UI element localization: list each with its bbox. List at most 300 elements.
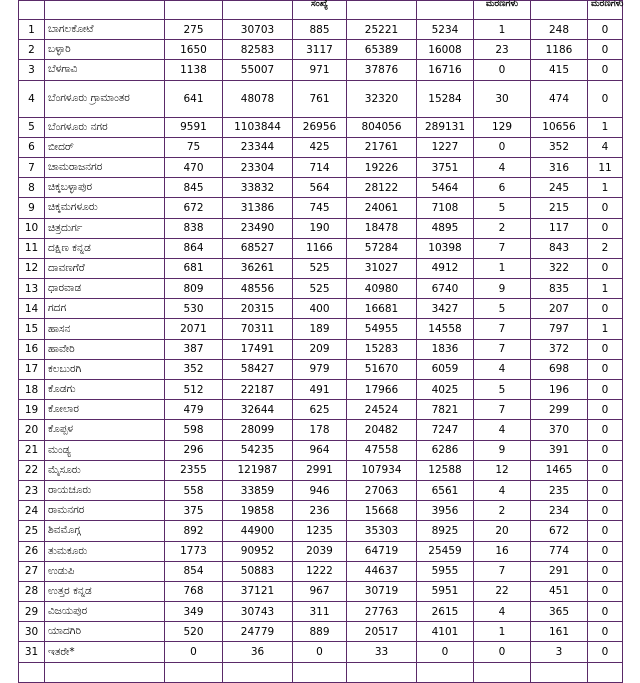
table-row xyxy=(19,238,623,258)
value-cell: 474 xyxy=(531,80,588,117)
value-cell xyxy=(347,662,417,682)
district-name-cell: ದಾವಣಗೆರೆ xyxy=(45,258,165,278)
value-cell: 54235 xyxy=(223,440,293,460)
value-cell: 316 xyxy=(531,157,588,177)
value-cell xyxy=(474,662,531,682)
value-cell: 1836 xyxy=(417,339,474,359)
value-cell: 809 xyxy=(165,279,223,299)
value-cell: 530 xyxy=(165,299,223,319)
value-cell: 4 xyxy=(474,359,531,379)
value-cell: 558 xyxy=(165,480,223,500)
value-cell: 425 xyxy=(293,137,347,157)
value-cell: 121987 xyxy=(223,460,293,480)
district-name-cell: ಕಲಬುರಗಿ xyxy=(45,359,165,379)
value-cell: 107934 xyxy=(347,460,417,480)
district-name-cell: ಉತ್ತರ ಕನ್ನಡ xyxy=(45,581,165,601)
district-name-cell: ರಾಯಚೂರು xyxy=(45,480,165,500)
value-cell: 835 xyxy=(531,279,588,299)
value-cell: 768 xyxy=(165,581,223,601)
district-name-cell: ಬಳ್ಳಾರಿ xyxy=(45,40,165,60)
value-cell: 352 xyxy=(531,137,588,157)
value-cell: 21761 xyxy=(347,137,417,157)
value-cell: 28122 xyxy=(347,178,417,198)
serial-number-cell: 21 xyxy=(19,440,45,460)
value-cell: 391 xyxy=(531,440,588,460)
value-cell: 33 xyxy=(347,642,417,662)
value-cell: 0 xyxy=(165,642,223,662)
value-cell: 0 xyxy=(588,541,623,561)
value-cell: 299 xyxy=(531,400,588,420)
serial-number-cell: 17 xyxy=(19,359,45,379)
value-cell: 190 xyxy=(293,218,347,238)
district-name-cell: ಕೋಲಾರ xyxy=(45,400,165,420)
value-cell: 7 xyxy=(474,319,531,339)
value-cell: 234 xyxy=(531,501,588,521)
header-cell xyxy=(223,1,293,20)
serial-number-cell: 24 xyxy=(19,501,45,521)
value-cell: 30 xyxy=(474,80,531,117)
district-name-cell: ಶಿವಮೊಗ್ಗ xyxy=(45,521,165,541)
value-cell: 971 xyxy=(293,60,347,80)
district-name-cell: ವಿಜಯಪುರ xyxy=(45,602,165,622)
value-cell: 1103844 xyxy=(223,117,293,137)
value-cell: 19226 xyxy=(347,157,417,177)
district-name-cell: ಧಾರವಾಡ xyxy=(45,279,165,299)
value-cell: 17966 xyxy=(347,380,417,400)
value-cell: 5951 xyxy=(417,581,474,601)
value-cell: 349 xyxy=(165,602,223,622)
table-row xyxy=(19,299,623,319)
value-cell: 70311 xyxy=(223,319,293,339)
header-cell xyxy=(19,1,45,20)
value-cell: 0 xyxy=(293,642,347,662)
header-cell: ಮರಣಗಳು xyxy=(474,1,531,20)
serial-number-cell: 30 xyxy=(19,622,45,642)
header-cell xyxy=(45,1,165,20)
value-cell: 1 xyxy=(474,258,531,278)
header-cell: ಮರಣಗಳು xyxy=(588,1,623,20)
value-cell: 207 xyxy=(531,299,588,319)
district-name-cell: ಬೀದರ್ xyxy=(45,137,165,157)
district-name-cell: ರಾಮನಗರ xyxy=(45,501,165,521)
value-cell: 7108 xyxy=(417,198,474,218)
value-cell: 215 xyxy=(531,198,588,218)
value-cell: 979 xyxy=(293,359,347,379)
value-cell: 17491 xyxy=(223,339,293,359)
district-name-cell: ಚಾಮರಾಜನಗರ xyxy=(45,157,165,177)
value-cell: 18478 xyxy=(347,218,417,238)
value-cell: 48556 xyxy=(223,279,293,299)
value-cell: 672 xyxy=(165,198,223,218)
value-cell: 1650 xyxy=(165,40,223,60)
value-cell: 0 xyxy=(588,218,623,238)
serial-number-cell: 1 xyxy=(19,20,45,40)
district-name-cell: ಯಾದಗಿರಿ xyxy=(45,622,165,642)
value-cell: 27063 xyxy=(347,480,417,500)
serial-number-cell: 8 xyxy=(19,178,45,198)
value-cell: 854 xyxy=(165,561,223,581)
value-cell: 5464 xyxy=(417,178,474,198)
value-cell: 6 xyxy=(474,178,531,198)
value-cell xyxy=(223,662,293,682)
value-cell: 37121 xyxy=(223,581,293,601)
header-cell xyxy=(531,1,588,20)
value-cell: 20482 xyxy=(347,420,417,440)
value-cell: 129 xyxy=(474,117,531,137)
value-cell: 248 xyxy=(531,20,588,40)
value-cell: 964 xyxy=(293,440,347,460)
value-cell: 25459 xyxy=(417,541,474,561)
value-cell: 20517 xyxy=(347,622,417,642)
value-cell xyxy=(417,662,474,682)
value-cell: 3427 xyxy=(417,299,474,319)
value-cell: 16681 xyxy=(347,299,417,319)
value-cell: 698 xyxy=(531,359,588,379)
value-cell: 2071 xyxy=(165,319,223,339)
value-cell: 6286 xyxy=(417,440,474,460)
value-cell: 774 xyxy=(531,541,588,561)
value-cell: 54955 xyxy=(347,319,417,339)
table-row xyxy=(19,561,623,581)
table-row xyxy=(19,198,623,218)
value-cell: 24524 xyxy=(347,400,417,420)
value-cell: 804056 xyxy=(347,117,417,137)
value-cell: 797 xyxy=(531,319,588,339)
value-cell xyxy=(531,662,588,682)
value-cell: 32644 xyxy=(223,400,293,420)
value-cell: 19858 xyxy=(223,501,293,521)
value-cell: 58427 xyxy=(223,359,293,379)
value-cell: 26956 xyxy=(293,117,347,137)
value-cell: 16716 xyxy=(417,60,474,80)
value-cell: 322 xyxy=(531,258,588,278)
table-row xyxy=(19,218,623,238)
serial-number-cell: 18 xyxy=(19,380,45,400)
value-cell: 30719 xyxy=(347,581,417,601)
value-cell: 10656 xyxy=(531,117,588,137)
value-cell: 4912 xyxy=(417,258,474,278)
value-cell: 889 xyxy=(293,622,347,642)
district-name-cell: ಇತರೇ* xyxy=(45,642,165,662)
district-name-cell: ಚಿಕ್ಕಮಗಳೂರು xyxy=(45,198,165,218)
table-row xyxy=(19,60,623,80)
value-cell xyxy=(165,662,223,682)
value-cell: 7 xyxy=(474,561,531,581)
value-cell: 0 xyxy=(588,339,623,359)
value-cell: 14558 xyxy=(417,319,474,339)
serial-number-cell: 28 xyxy=(19,581,45,601)
value-cell: 5955 xyxy=(417,561,474,581)
value-cell: 24779 xyxy=(223,622,293,642)
header-cell xyxy=(347,1,417,20)
value-cell: 0 xyxy=(588,299,623,319)
value-cell: 512 xyxy=(165,380,223,400)
value-cell: 365 xyxy=(531,602,588,622)
value-cell: 30703 xyxy=(223,20,293,40)
value-cell: 0 xyxy=(588,480,623,500)
value-cell: 1465 xyxy=(531,460,588,480)
district-name-cell: ಚಿಕ್ಕಬಳ್ಳಾಪುರ xyxy=(45,178,165,198)
value-cell: 1 xyxy=(588,279,623,299)
value-cell: 0 xyxy=(474,137,531,157)
value-cell: 51670 xyxy=(347,359,417,379)
value-cell: 0 xyxy=(588,581,623,601)
value-cell: 1 xyxy=(588,117,623,137)
value-cell: 65389 xyxy=(347,40,417,60)
serial-number-cell: 16 xyxy=(19,339,45,359)
value-cell: 245 xyxy=(531,178,588,198)
value-cell: 3117 xyxy=(293,40,347,60)
value-cell: 209 xyxy=(293,339,347,359)
district-table-frame xyxy=(18,0,624,659)
district-name-cell: ಹಾಸನ xyxy=(45,319,165,339)
value-cell: 23344 xyxy=(223,137,293,157)
value-cell: 33859 xyxy=(223,480,293,500)
value-cell: 5 xyxy=(474,299,531,319)
value-cell: 291 xyxy=(531,561,588,581)
value-cell: 44900 xyxy=(223,521,293,541)
value-cell: 10398 xyxy=(417,238,474,258)
table-row xyxy=(19,319,623,339)
serial-number-cell: 29 xyxy=(19,602,45,622)
value-cell: 2 xyxy=(588,238,623,258)
value-cell: 33832 xyxy=(223,178,293,198)
value-cell: 470 xyxy=(165,157,223,177)
value-cell: 967 xyxy=(293,581,347,601)
value-cell: 7247 xyxy=(417,420,474,440)
serial-number-cell: 7 xyxy=(19,157,45,177)
value-cell: 31386 xyxy=(223,198,293,218)
value-cell: 1 xyxy=(474,20,531,40)
table-row xyxy=(19,460,623,480)
value-cell: 370 xyxy=(531,420,588,440)
header-cell xyxy=(417,1,474,20)
serial-number-cell: 31 xyxy=(19,642,45,662)
value-cell: 4025 xyxy=(417,380,474,400)
value-cell: 16 xyxy=(474,541,531,561)
serial-number-cell: 4 xyxy=(19,80,45,117)
district-name-cell: ತುಮಕೂರು xyxy=(45,541,165,561)
value-cell: 40980 xyxy=(347,279,417,299)
serial-number-cell xyxy=(19,662,45,682)
value-cell: 0 xyxy=(417,642,474,662)
value-cell: 1 xyxy=(588,319,623,339)
value-cell: 9591 xyxy=(165,117,223,137)
value-cell: 4895 xyxy=(417,218,474,238)
value-cell: 5 xyxy=(474,198,531,218)
value-cell: 23490 xyxy=(223,218,293,238)
value-cell: 24061 xyxy=(347,198,417,218)
table-row xyxy=(19,521,623,541)
value-cell: 31027 xyxy=(347,258,417,278)
value-cell: 117 xyxy=(531,218,588,238)
value-cell: 625 xyxy=(293,400,347,420)
value-cell: 479 xyxy=(165,400,223,420)
table-row xyxy=(19,642,623,662)
serial-number-cell: 23 xyxy=(19,480,45,500)
value-cell: 2991 xyxy=(293,460,347,480)
value-cell: 0 xyxy=(474,60,531,80)
value-cell: 7 xyxy=(474,400,531,420)
value-cell: 55007 xyxy=(223,60,293,80)
value-cell: 372 xyxy=(531,339,588,359)
value-cell: 0 xyxy=(588,400,623,420)
table-row xyxy=(19,178,623,198)
value-cell: 0 xyxy=(588,602,623,622)
district-name-cell: ದಕ್ಷಿಣ ಕನ್ನಡ xyxy=(45,238,165,258)
value-cell: 15284 xyxy=(417,80,474,117)
value-cell: 178 xyxy=(293,420,347,440)
value-cell: 12588 xyxy=(417,460,474,480)
serial-number-cell: 5 xyxy=(19,117,45,137)
value-cell: 64719 xyxy=(347,541,417,561)
value-cell: 3956 xyxy=(417,501,474,521)
value-cell: 7 xyxy=(474,339,531,359)
value-cell: 289131 xyxy=(417,117,474,137)
serial-number-cell: 20 xyxy=(19,420,45,440)
table-row xyxy=(19,440,623,460)
serial-number-cell: 9 xyxy=(19,198,45,218)
value-cell: 4 xyxy=(474,157,531,177)
value-cell: 0 xyxy=(588,60,623,80)
serial-number-cell: 19 xyxy=(19,400,45,420)
value-cell: 90952 xyxy=(223,541,293,561)
value-cell: 82583 xyxy=(223,40,293,60)
value-cell: 5234 xyxy=(417,20,474,40)
serial-number-cell: 27 xyxy=(19,561,45,581)
value-cell: 0 xyxy=(474,642,531,662)
value-cell: 235 xyxy=(531,480,588,500)
value-cell: 311 xyxy=(293,602,347,622)
table-row xyxy=(19,258,623,278)
value-cell: 2 xyxy=(474,501,531,521)
value-cell: 9 xyxy=(474,440,531,460)
header-cell xyxy=(165,1,223,20)
value-cell: 714 xyxy=(293,157,347,177)
table-row xyxy=(19,359,623,379)
value-cell: 0 xyxy=(588,359,623,379)
value-cell: 7 xyxy=(474,238,531,258)
value-cell: 1227 xyxy=(417,137,474,157)
value-cell: 15668 xyxy=(347,501,417,521)
value-cell: 352 xyxy=(165,359,223,379)
district-name-cell: ಬಾಗಲಕೋಟೆ xyxy=(45,20,165,40)
value-cell: 12 xyxy=(474,460,531,480)
table-row xyxy=(19,400,623,420)
serial-number-cell: 22 xyxy=(19,460,45,480)
value-cell: 3 xyxy=(531,642,588,662)
serial-number-cell: 25 xyxy=(19,521,45,541)
value-cell: 5 xyxy=(474,380,531,400)
district-name-cell: ಮಂಡ್ಯ xyxy=(45,440,165,460)
value-cell: 7821 xyxy=(417,400,474,420)
table-row xyxy=(19,80,623,117)
value-cell: 598 xyxy=(165,420,223,440)
value-cell: 1 xyxy=(474,622,531,642)
value-cell: 0 xyxy=(588,380,623,400)
table-row xyxy=(19,501,623,521)
district-name-cell: ಬೆಂಗಳೂರು ಗ್ರಾಮಾಂತರ xyxy=(45,80,165,117)
value-cell: 236 xyxy=(293,501,347,521)
table-row xyxy=(19,117,623,137)
value-cell: 1 xyxy=(588,178,623,198)
value-cell: 35303 xyxy=(347,521,417,541)
value-cell: 0 xyxy=(588,198,623,218)
value-cell: 3751 xyxy=(417,157,474,177)
value-cell: 4 xyxy=(474,602,531,622)
value-cell: 22 xyxy=(474,581,531,601)
serial-number-cell: 2 xyxy=(19,40,45,60)
value-cell: 27763 xyxy=(347,602,417,622)
table-row xyxy=(19,380,623,400)
value-cell: 1235 xyxy=(293,521,347,541)
district-name-cell: ಹಾವೇರಿ xyxy=(45,339,165,359)
value-cell: 6740 xyxy=(417,279,474,299)
value-cell: 57284 xyxy=(347,238,417,258)
value-cell: 30743 xyxy=(223,602,293,622)
value-cell: 0 xyxy=(588,622,623,642)
value-cell: 9 xyxy=(474,279,531,299)
value-cell: 296 xyxy=(165,440,223,460)
value-cell: 0 xyxy=(588,561,623,581)
table-row xyxy=(19,662,623,682)
value-cell: 37876 xyxy=(347,60,417,80)
serial-number-cell: 13 xyxy=(19,279,45,299)
serial-number-cell: 11 xyxy=(19,238,45,258)
value-cell: 6059 xyxy=(417,359,474,379)
value-cell: 1222 xyxy=(293,561,347,581)
value-cell: 745 xyxy=(293,198,347,218)
value-cell: 8925 xyxy=(417,521,474,541)
value-cell xyxy=(293,662,347,682)
value-cell: 864 xyxy=(165,238,223,258)
value-cell: 44637 xyxy=(347,561,417,581)
value-cell: 0 xyxy=(588,440,623,460)
table-row xyxy=(19,602,623,622)
value-cell: 275 xyxy=(165,20,223,40)
district-name-cell: ಬೆಂಗಳೂರು ನಗರ xyxy=(45,117,165,137)
value-cell: 641 xyxy=(165,80,223,117)
value-cell: 20 xyxy=(474,521,531,541)
district-name-cell: ಉಡುಪಿ xyxy=(45,561,165,581)
serial-number-cell: 15 xyxy=(19,319,45,339)
value-cell: 520 xyxy=(165,622,223,642)
value-cell: 50883 xyxy=(223,561,293,581)
value-cell: 672 xyxy=(531,521,588,541)
district-name-cell: ಕೊಪ್ಪಳ xyxy=(45,420,165,440)
value-cell: 892 xyxy=(165,521,223,541)
district-name-cell xyxy=(45,662,165,682)
district-name-cell: ಗದಗ xyxy=(45,299,165,319)
value-cell: 946 xyxy=(293,480,347,500)
district-covid-table xyxy=(18,0,623,683)
table-row xyxy=(19,279,623,299)
table-row xyxy=(19,20,623,40)
value-cell: 0 xyxy=(588,40,623,60)
value-cell: 1138 xyxy=(165,60,223,80)
value-cell: 75 xyxy=(165,137,223,157)
value-cell: 22187 xyxy=(223,380,293,400)
value-cell: 23304 xyxy=(223,157,293,177)
value-cell: 375 xyxy=(165,501,223,521)
value-cell: 189 xyxy=(293,319,347,339)
value-cell: 47558 xyxy=(347,440,417,460)
serial-number-cell: 10 xyxy=(19,218,45,238)
value-cell: 32320 xyxy=(347,80,417,117)
table-row xyxy=(19,480,623,500)
value-cell: 25221 xyxy=(347,20,417,40)
value-cell: 0 xyxy=(588,521,623,541)
